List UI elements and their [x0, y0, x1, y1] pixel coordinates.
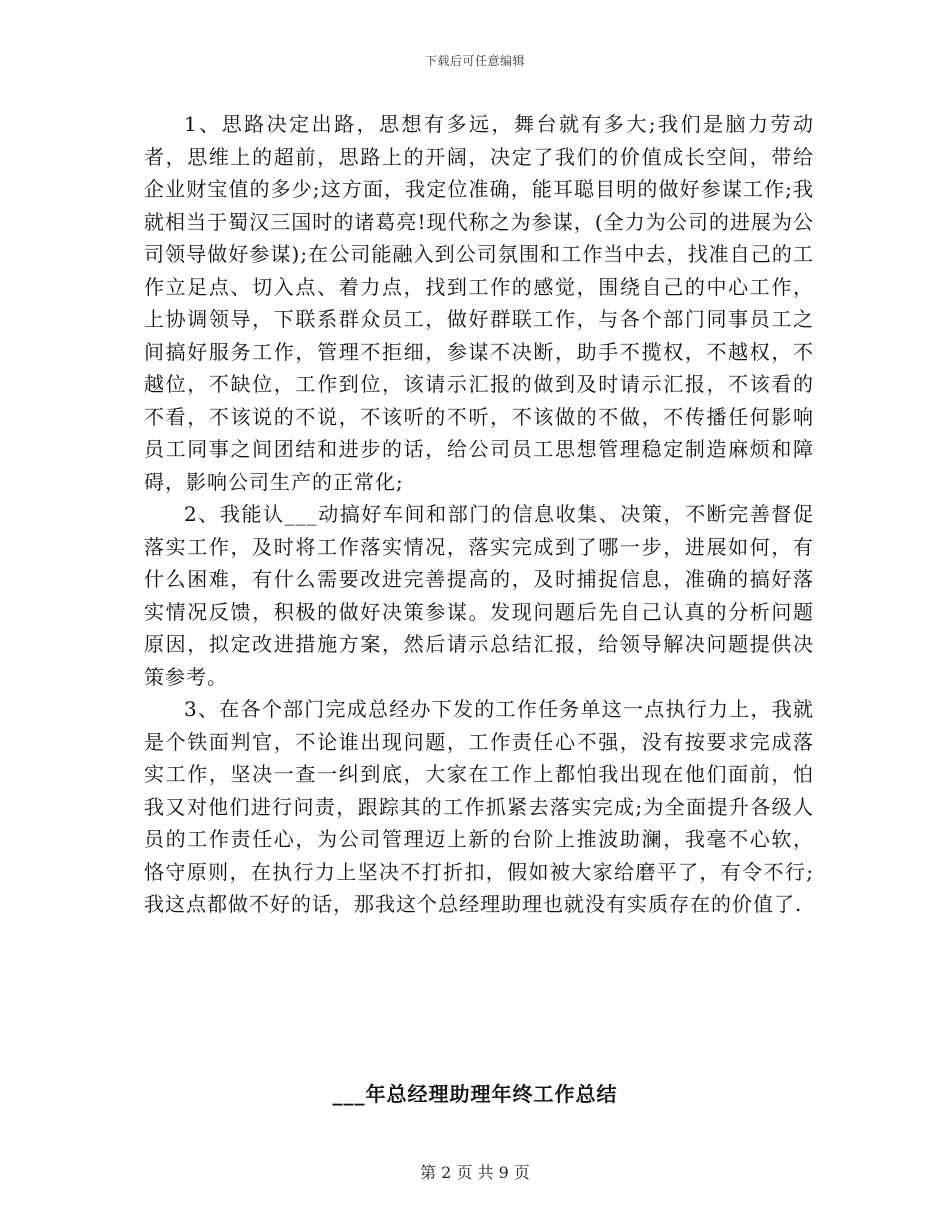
page-number: 第 2 页 共 9 页: [420, 1163, 530, 1182]
document-body: [144, 108, 814, 921]
paragraph-3: 3、在各个部门完成总经办下发的工作任务单这一点执行力上，我就是个铁面判官，不论谁出现问题，工作责任心不强，没有按要求完成落实工作，坚决一查一纠到底，大家在工作上都怕我出现在他们面前，怕我又对他们进行问责，跟踪其的工作抓紧去落实完成;为全面提升各级人员的工作责任心，为公司管理迈上新的台阶上推波助澜，我毫不心软，恪守原则，在执行力上坚决不打折扣，假如被大家给磨平了，有令不行;我这点都做不好的话，那我这个总经理助理也就没有实质存在的价值了.: [144, 697, 814, 916]
paragraph-1: 1、思路决定出路，思想有多远，舞台就有多大;我们是脑力劳动者，思维上的超前，思路上的开阔，决定了我们的价值成长空间，带给企业财宝值的多少;这方面，我定位准确，能耳聪目明的做好参谋工作;我就相当于蜀汉三国时的诸葛亮!现代称之为参谋，(全力为公司的进展为公司领导做好参谋);在公司能融入到公司氛围和工作当中去，找准自己的工作立足点、切入点、着力点，找到工作的感觉，围绕自己的中心工作，上协调领导，下联系群众员工，做好群联工作，与各个部门同事员工之间搞好服务工作，管理不拒细，参谋不决断，助手不揽权，不越权，不越位，不缺位，工作到位，该请示汇报的做到及时请示汇报，不该看的不看，不该说的不说，不该听的不听，不该做的不做，不传播任何影响员工同事之间团结和进步的话，给公司员工思想管理稳定制造麻烦和障碍，影响公司生产的正常化;: [144, 112, 814, 494]
paragraph-2: 2、我能认___动搞好车间和部门的信息收集、决策，不断完善督促落实工作，及时将工作落实情况，落实完成到了哪一步，进展如何，有什么困难，有什么需要改进完善提高的，及时捕捉信息，准确的搞好落实情况反馈，积极的做好决策参谋。发现问题后先自己认真的分析问题原因，拟定改进措施方案，然后请示总结汇报，给领导解决问题提供决策参考。: [144, 502, 814, 689]
page-header-note: 下载后可任意编辑: [424, 54, 525, 68]
section-title: ___年总经理助理年终工作总结: [332, 1082, 618, 1106]
